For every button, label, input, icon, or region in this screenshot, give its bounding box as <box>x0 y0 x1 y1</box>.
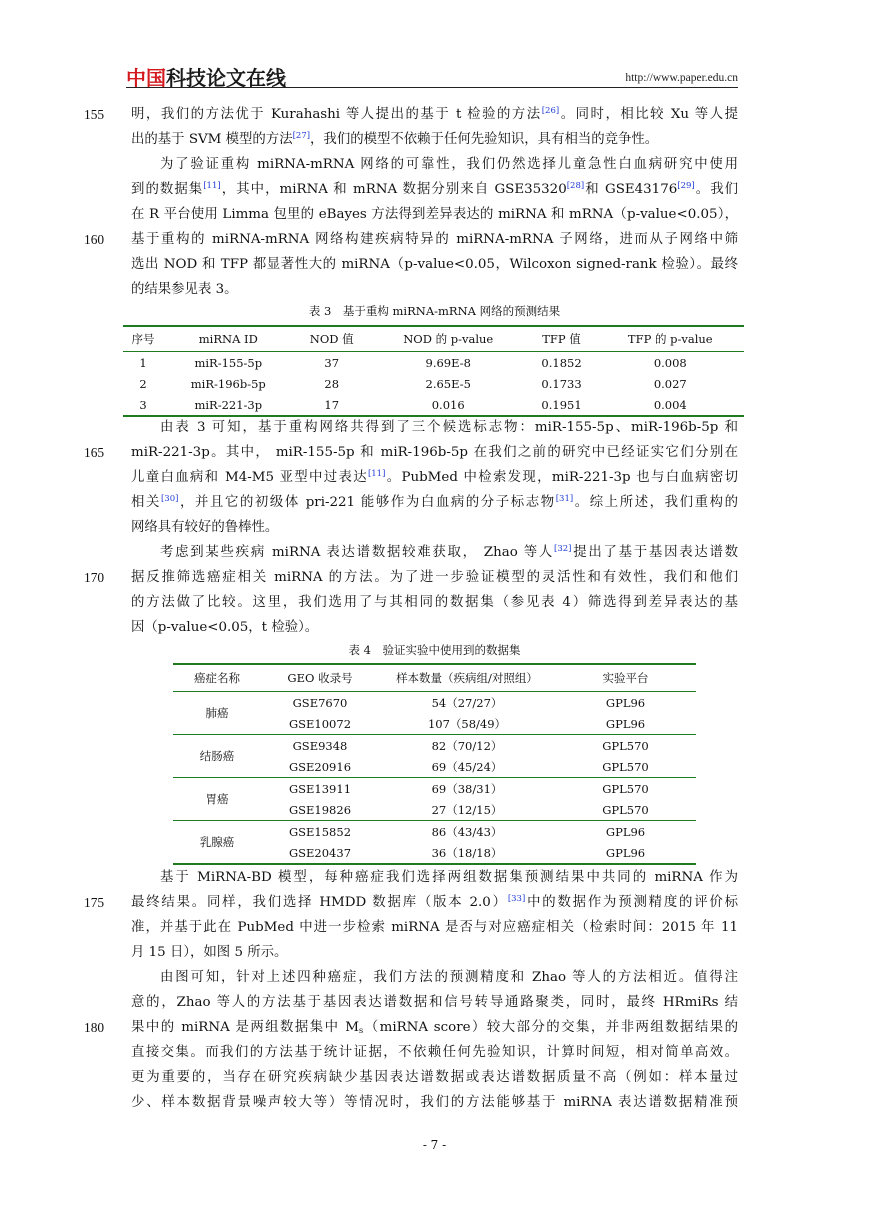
table-header-row <box>123 326 744 352</box>
body-line: miR-221-3p。其中， miR-155-5p 和 miR-196b-5p 在我们之前的研究中已经证实它们分别在 <box>131 445 738 460</box>
cancer-name-cell: 胃癌 <box>173 778 261 821</box>
table-cell: GSE13911 <box>288 781 352 796</box>
body-line: 由图可知，针对上述四种癌症，我们方法的预测精度和 Zhao 等人的方法相近。值得注 <box>160 970 738 985</box>
table-row <box>173 821 696 843</box>
table-cell: GPL570 <box>555 756 696 778</box>
cancer-name-cell: 肺癌 <box>173 692 261 735</box>
header-url[interactable]: http://www.paper.edu.cn <box>625 72 738 84</box>
table-cell: 36（18/18） <box>379 842 555 864</box>
table-row <box>123 373 744 394</box>
table-header-row <box>173 664 696 692</box>
table-cell: 0.008 <box>653 355 687 370</box>
body-line: 出的基于 SVM 模型的方法[27]，我们的模型不依赖于任何先验知识，具有相当的竞争性。 <box>131 131 659 147</box>
page-number: - 7 - <box>422 1138 447 1152</box>
table-4 <box>173 663 696 865</box>
body-line: 更为重要的，当存在研究疾病缺少基因表达谱数据或表达谱数据质量不高（例如：样本量过 <box>131 1070 738 1085</box>
body-line: 的结果参见表 3。 <box>131 282 238 297</box>
body-line: 直接交集。而我们的方法基于统计证据，不依赖任何先验知识，计算时间短，相对简单高效。 <box>131 1045 738 1060</box>
body-line: 意的，Zhao 等人的方法基于基因表达谱数据和信号转导通路聚类，同时，最终 HRmiRs 结 <box>131 995 738 1010</box>
line-number: 180 <box>84 1020 105 1035</box>
column-header: 实验平台 <box>555 664 696 692</box>
citation-link[interactable]: [11] <box>367 469 386 479</box>
table-cell: GSE19826 <box>261 799 379 821</box>
table-cell: GSE7670 <box>292 695 348 710</box>
table-row <box>123 394 744 416</box>
body-line: 儿童白血病和 M4-M5 亚型中过表达[11]。PubMed 中检索发现，miR-221-3p 也与白血病密切 <box>131 469 739 485</box>
table-cell: GPL96 <box>605 695 646 710</box>
table-cell: GSE20437 <box>261 842 379 864</box>
table-cell: 9.69E-8 <box>425 355 471 370</box>
cancer-name-cell: 结肠癌 <box>173 735 261 778</box>
table-cell: 0.004 <box>597 394 744 416</box>
column-header: TFP 的 p-value <box>597 326 744 352</box>
table-caption: 表 4 验证实验中使用到的数据集 <box>348 643 521 657</box>
cancer-name-cell: 乳腺癌 <box>173 821 261 865</box>
table-cell: GPL570 <box>602 738 649 753</box>
citation-link[interactable]: [27] <box>292 131 311 141</box>
column-header: NOD 的 p-value <box>370 326 527 352</box>
body-line: 因（p-value<0.05，t 检验）。 <box>131 620 319 635</box>
citation-link[interactable]: [33] <box>507 894 526 904</box>
table-cell: 86（43/43） <box>431 824 503 839</box>
table-cell: 3 <box>123 394 163 416</box>
body-line: 相关[30]，并且它的初级体 pri-221 能够作为白血病的分子标志物[31]。综上所述，我们重构的 <box>131 494 738 510</box>
body-line: 基于 MiRNA-BD 模型，每种癌症我们选择两组数据集预测结果中共同的 miRNA 作为 <box>160 870 738 885</box>
body-line: 少、样本数据背景噪声较大等）等情况时，我们的方法能够基于 miRNA 表达谱数据精准预 <box>131 1095 738 1110</box>
citation-link[interactable]: [30] <box>160 494 179 504</box>
table-cell: 2 <box>139 376 147 391</box>
column-header: 癌症名称 <box>173 664 261 692</box>
citation-link[interactable]: [32] <box>554 544 572 554</box>
table-cell: 0.1951 <box>527 394 597 416</box>
body-line: 考虑到某些疾病 miRNA 表达谱数据较难获取， Zhao 等人[32]提出了基于基因表达谱数 <box>160 544 739 560</box>
table-cell: GPL96 <box>605 824 646 839</box>
table-cell: miR-196b-5p <box>190 376 266 391</box>
table-cell: 27（12/15） <box>379 799 555 821</box>
table-cell: 0.027 <box>653 376 687 391</box>
citation-link[interactable]: [26] <box>541 106 560 116</box>
logo-red-text: 中国 <box>126 66 166 90</box>
body-line: 网络具有较好的鲁棒性。 <box>131 520 279 535</box>
table-cell: 0.1852 <box>541 355 582 370</box>
table-cell: 82（70/12） <box>431 738 503 753</box>
table-cell: miR-221-3p <box>163 394 294 416</box>
table-row <box>173 778 696 800</box>
body-line: 选出 NOD 和 TFP 都显著性大的 miRNA（p-value<0.05，Wilcoxon signed-rank 检验）。最终 <box>131 257 738 272</box>
column-header: miRNA ID <box>163 326 294 352</box>
header-rule <box>126 87 738 88</box>
table-cell: 17 <box>294 394 370 416</box>
table-cell: GPL570 <box>602 781 649 796</box>
body-line: 到的数据集[11]，其中，miRNA 和 mRNA 数据分别来自 GSE35320[28]和 GSE43176[29]。我们 <box>131 181 739 197</box>
table-cell: GSE20916 <box>261 756 379 778</box>
column-header: TFP 值 <box>527 326 597 352</box>
table-cell: GPL96 <box>555 842 696 864</box>
table-cell: GSE10072 <box>261 713 379 735</box>
table-cell: 1 <box>139 355 147 370</box>
line-number: 165 <box>84 445 105 460</box>
citation-link[interactable]: [11] <box>203 181 221 191</box>
table-cell: GPL96 <box>555 713 696 735</box>
body-line: 在 R 平台使用 Limma 包里的 eBayes 方法得到差异表达的 miRNA 和 mRNA（p-value<0.05）， <box>131 207 738 222</box>
body-line: 由表 3 可知，基于重构网络共得到了三个候选标志物：miR-155-5p、miR-196b-5p 和 <box>160 420 738 435</box>
body-line: 月 15 日），如图 5 所示。 <box>131 945 288 960</box>
table-row <box>173 735 696 757</box>
table-3 <box>123 325 744 417</box>
body-line: 为了验证重构 miRNA-mRNA 网络的可靠性，我们仍然选择儿童急性白血病研究中使用 <box>160 157 738 172</box>
table-row <box>173 692 696 714</box>
line-number: 155 <box>84 107 105 122</box>
table-row <box>123 352 744 374</box>
line-number: 170 <box>84 570 105 585</box>
citation-link[interactable]: [29] <box>677 181 695 191</box>
column-header: 样本数量（疾病组/对照组） <box>379 664 555 692</box>
column-header: 序号 <box>123 326 163 352</box>
table-cell: GPL570 <box>555 799 696 821</box>
body-line: 基于重构的 miRNA-mRNA 网络构建疾病特异的 miRNA-mRNA 子网络，进而从子网络中筛 <box>131 232 738 247</box>
table-cell: 0.1733 <box>541 376 582 391</box>
body-line: 果中的 miRNA 是两组数据集中 $M_s(miRNA$ score）较大部分的交集，并非两组数据结果的 <box>131 1020 738 1036</box>
body-line: 据反推筛选癌症相关 miRNA 的方法。为了进一步验证模型的灵活性和有效性，我们和他们 <box>131 570 738 585</box>
table-cell: GSE15852 <box>288 824 352 839</box>
table-cell: 2.65E-5 <box>425 376 471 391</box>
column-header: NOD 值 <box>294 326 370 352</box>
column-header: GEO 收录号 <box>261 664 379 692</box>
citation-link[interactable]: [28] <box>566 181 585 191</box>
citation-link[interactable]: [31] <box>555 494 574 504</box>
body-line: 准，并基于此在 PubMed 中进一步检索 miRNA 是否与对应癌症相关（检索时间：2015 年 11 <box>131 920 738 935</box>
page-header <box>126 58 738 92</box>
table-cell: 0.016 <box>370 394 527 416</box>
body-line: 最终结果。同样，我们选择 HMDD 数据库（版本 2.0）[33]中的数据作为预测精度的评价标 <box>131 894 738 910</box>
table-cell: 107（58/49） <box>379 713 555 735</box>
table-cell: miR-155-5p <box>194 355 263 370</box>
logo-black-text: 科技论文在线 <box>166 66 286 90</box>
table-cell: GSE9348 <box>292 738 348 753</box>
table-cell: 69（45/24） <box>379 756 555 778</box>
table-cell: 37 <box>324 355 340 370</box>
line-number: 175 <box>84 895 105 910</box>
line-number: 160 <box>84 232 105 247</box>
body-line: 的方法做了比较。这里，我们选用了与其相同的数据集（参见表 4）筛选得到差异表达的基 <box>131 595 738 610</box>
table-cell: 69（38/31） <box>431 781 503 796</box>
table-cell: 54（27/27） <box>431 695 503 710</box>
body-line: 明，我们的方法优于 Kurahashi 等人提出的基于 t 检验的方法[26]。同时，相比较 Xu 等人提 <box>131 106 739 122</box>
table-cell: 28 <box>324 376 340 391</box>
table-caption: 表 3 基于重构 miRNA-mRNA 网络的预测结果 <box>308 304 561 318</box>
